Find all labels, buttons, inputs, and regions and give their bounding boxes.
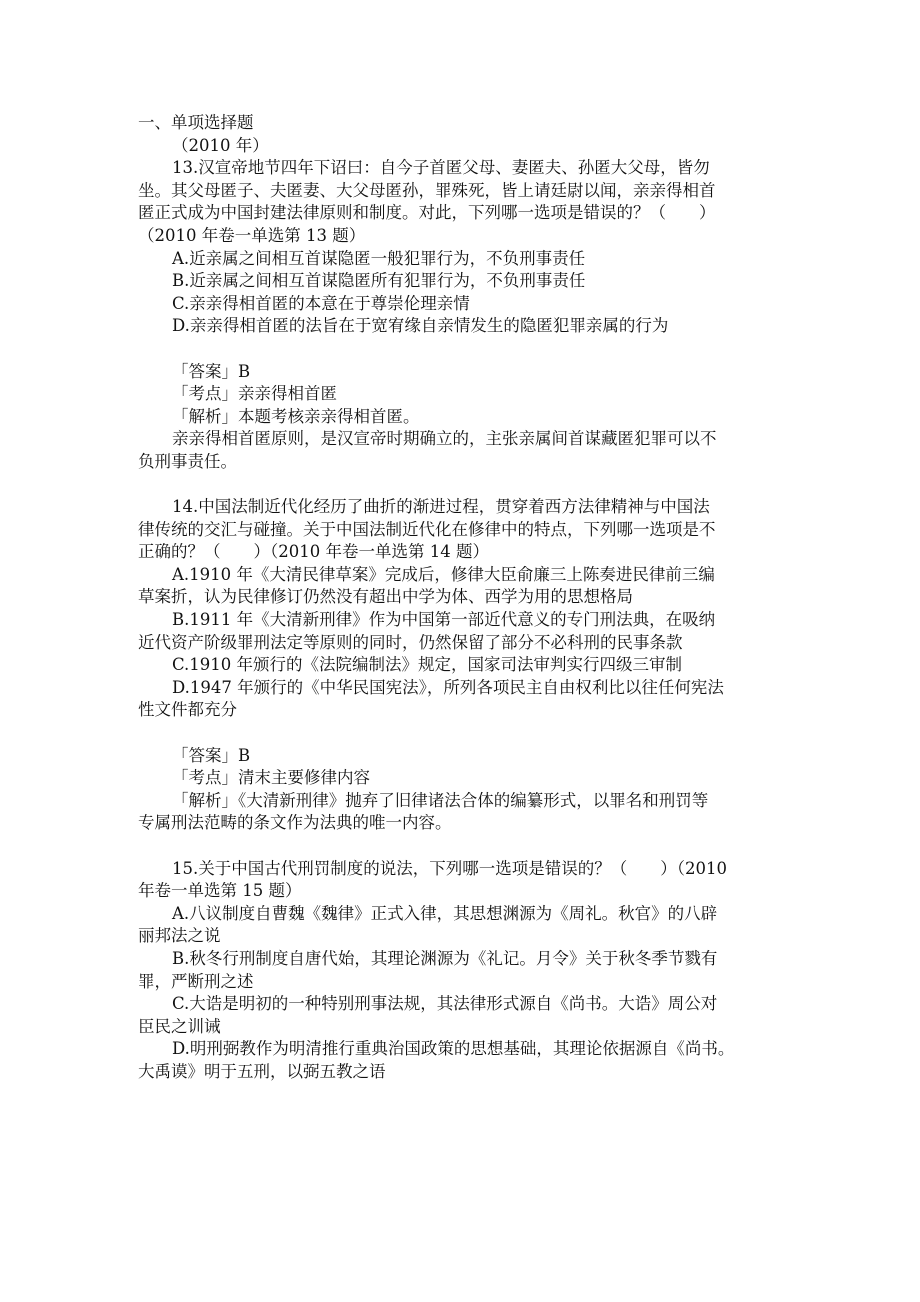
option-a-cont: 草案折，认为民律修订仍然没有超出中学为体、西学为用的思想格局 (138, 587, 633, 607)
blank-line (138, 338, 788, 361)
year-heading: （2010 年） (172, 135, 269, 155)
blank-line (138, 835, 788, 858)
option-b: B.1911 年《大清新刑律》作为中国第一部近代意义的专门刑法典，在吸纳 (172, 610, 716, 630)
option-b: B.近亲属之间相互首谋隐匿所有犯罪行为，不负刑事责任 (172, 271, 586, 291)
option-c: C.1910 年颁行的《法院编制法》规定，国家司法审判实行四级三审制 (172, 655, 683, 675)
option-d: D.明刑弼教作为明清推行重典治国政策的思想基础，其理论依据源自《尚书。 (172, 1039, 735, 1059)
question-stem-line: 14.中国法制近代化经历了曲折的渐进过程，贯穿着西方法律精神与中国法 (172, 497, 710, 517)
question-14 (138, 496, 788, 835)
option-d-cont: 大禹谟》明于五刑，以弼五教之语 (138, 1061, 386, 1081)
question-stem-line: 律传统的交汇与碰撞。关于中国法制近代化在修律中的特点，下列哪一选项是不 (138, 519, 716, 539)
question-stem-line: 匿正式成为中国封建法律原则和制度。对此，下列哪一选项是错误的？（ ） (138, 203, 716, 223)
option-b-cont: 近代资产阶级罪刑法定等原则的同时，仍然保留了部分不必科刑的民事条款 (138, 632, 683, 652)
blank-line (138, 474, 788, 497)
explanation-line: 亲亲得相首匿原则，是汉宣帝时期确立的，主张亲属间首谋藏匿犯罪可以不 (172, 429, 717, 449)
key-point-line: 「考点」清末主要修律内容 (172, 768, 370, 788)
option-c: C.亲亲得相首匿的本意在于尊崇伦理亲情 (172, 293, 470, 313)
question-stem-line: 年卷一单选第 15 题） (138, 881, 302, 901)
blank-line (138, 722, 788, 745)
option-a-cont: 丽邦法之说 (138, 926, 221, 946)
explanation-line: 负刑事责任。 (138, 451, 237, 471)
question-stem-line: 坐。其父母匿子、夫匿妻、大父母匿孙，罪殊死，皆上请廷尉以闻，亲亲得相首 (138, 180, 716, 200)
question-stem-line: 13.汉宣帝地节四年下诏曰：自今子首匿父母、妻匿夫、孙匿大父母，皆勿 (172, 158, 710, 178)
option-a: A.近亲属之间相互首谋隐匿一般犯罪行为，不负刑事责任 (172, 248, 586, 268)
key-point-line: 「考点」亲亲得相首匿 (172, 384, 337, 404)
option-c-cont: 臣民之训诫 (138, 1016, 221, 1036)
option-d: D.亲亲得相首匿的法旨在于宽宥缘自亲情发生的隐匿犯罪亲属的行为 (172, 316, 669, 336)
option-b-cont: 罪，严断刑之述 (138, 971, 254, 991)
analysis-line: 「解析」本题考核亲亲得相首匿。 (172, 406, 420, 426)
analysis-line: 「解析」《大清新刑律》抛弃了旧律诸法合体的编纂形式，以罪名和刑罚等 (172, 790, 709, 810)
question-stem-line: （2010 年卷一单选第 13 题） (138, 225, 366, 245)
question-13 (138, 157, 788, 473)
answer-line: 「答案」B (172, 361, 251, 381)
question-stem-line: 15.关于中国古代刑罚制度的说法，下列哪一选项是错误的？（ ）（2010 (172, 858, 727, 878)
question-stem-line: 正确的？（ ）（2010 年卷一单选第 14 题） (138, 542, 489, 562)
question-15 (138, 858, 788, 1084)
answer-line: 「答案」B (172, 745, 251, 765)
option-b: B.秋冬行刑制度自唐代始，其理论渊源为《礼记。月令》关于秋冬季节戮有 (172, 948, 718, 968)
analysis-line: 专属刑法范畴的条文作为法典的唯一内容。 (138, 813, 452, 833)
section-title: 一、单项选择题 (138, 113, 254, 132)
option-c: C.大诰是明初的一种特别刑事法规，其法律形式源自《尚书。大诰》周公对 (172, 994, 718, 1014)
option-a: A.1910 年《大清民律草案》完成后，修律大臣俞廉三上陈奏进民律前三编 (172, 564, 715, 584)
document-page (138, 112, 788, 1084)
option-d-cont: 性文件都充分 (138, 700, 237, 720)
option-d: D.1947 年颁行的《中华民国宪法》，所列各项民主自由权利比以往任何宪法 (172, 677, 724, 697)
option-a: A.八议制度自曹魏《魏律》正式入律，其思想渊源为《周礼。秋官》的八辟 (172, 903, 718, 923)
